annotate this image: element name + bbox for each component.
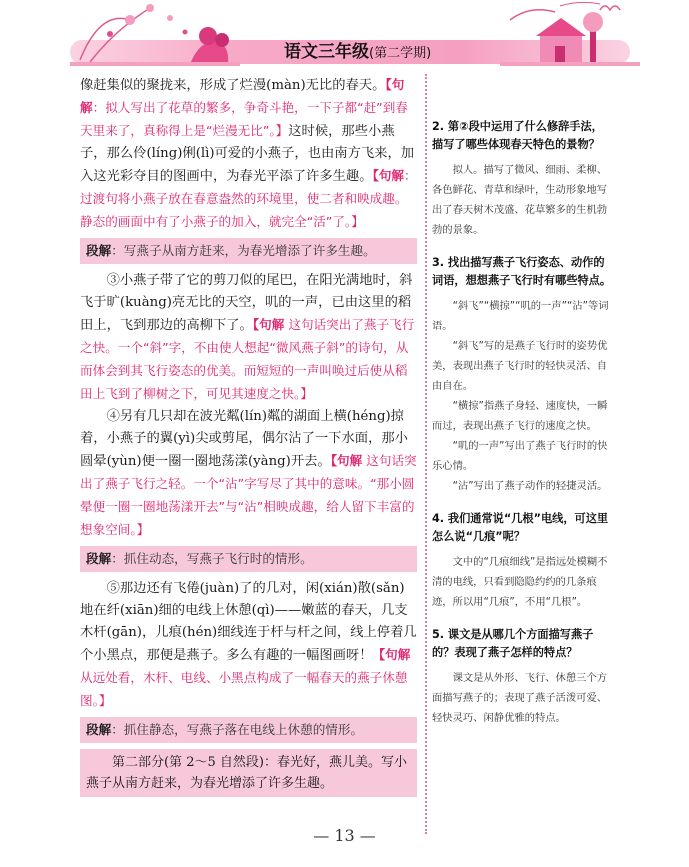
summary-text: ：写燕子从南方赶来，为春光增添了许多生趣。	[111, 243, 376, 258]
book-title: 语文三年级	[284, 42, 369, 62]
question-text: 4. 我们通常说“几根”电线，可这里怎么说“几痕”呢？	[432, 512, 609, 543]
page-number: — 13 —	[313, 826, 376, 845]
answer-text: 文中的“几痕细线”是指远处模糊不清的电线，只看到隐隐约约的几条痕迹，所以用“几痕”，不用“几根”。	[432, 556, 608, 608]
annotation-label: 【句解	[372, 647, 411, 662]
summary-text: ：抓住动态，写燕子飞行时的情形。	[111, 551, 313, 566]
answer-text: “斜飞”“横掠”“叽的一声”“沾”等词语。	[432, 300, 609, 332]
answer-text: “斜飞”写的是燕子飞行时的姿势优美，表现出燕子飞行时的轻快灵活、自由自在。	[432, 340, 608, 392]
paragraph-5	[80, 578, 417, 713]
paragraph-4	[80, 406, 417, 542]
question-text: 3. 找出描写燕子飞行姿态、动作的词语，想想燕子飞行时有哪些特点。	[432, 256, 612, 287]
part-summary-text: 第二部分(第 2～5 自然段)：春光好，燕儿美。写小燕子从南方赶来，为春光增添了许多生趣。	[86, 755, 407, 791]
part-summary-box	[80, 749, 417, 797]
annotation-label: 【句解	[252, 317, 285, 332]
question-text: 5. 课文是从哪几个方面描写燕子的？表现了燕子怎样的特点？	[432, 628, 594, 659]
answer-text: “叽的一声”写出了燕子飞行时的快乐心情。	[432, 440, 608, 472]
annotation-text: 这句话突出了燕子飞行之快。一个“斜”字，不由使人想起“微风燕子斜”的诗句，从而体会到其飞行姿态的优美。而短短的一声叫唤过后使从稻田上飞到了柳树之下，可见其速度之快。】	[80, 317, 415, 401]
question-column	[432, 118, 612, 742]
paragraph-text: 这时候，那些小燕子，那么伶(líng)俐(lì)可爱的小燕子，也由南方飞来，加入这光彩夺目的图画中，为春光平添了许多生趣。	[80, 124, 415, 184]
annotation-text: 这句话突出了燕子飞行之轻。一个“沾”字写尽了其中的意味。“那小圆晕便一圈一圈地荡漾开去”与“沾”相映成趣，给人留下丰富的想象空间。】	[80, 453, 417, 537]
question-text: 2. 第②段中运用了什么修辞手法，描写了哪些体现春天特色的景物？	[432, 120, 603, 151]
paragraph-2-end	[80, 74, 417, 234]
question-5	[432, 626, 612, 728]
main-column	[80, 74, 417, 803]
paragraph-summary-box	[80, 546, 417, 572]
annotation-text: ：过渡句将小燕子放在春意盎然的环境里，使二者和映成趣。静态的画面中有了小燕子的加入，就完全“活”了。】	[80, 168, 417, 229]
paragraph-3	[80, 270, 417, 406]
answer-text: “沾”写出了燕子动作的轻捷灵活。	[452, 480, 608, 492]
paragraph-text: 像赶集似的聚拢来，形成了烂漫(màn)无比的春天。	[80, 78, 386, 93]
answer-text: “横掠”指燕子身轻、速度快，一瞬而过，表现出燕子飞行的速度之快。	[432, 400, 608, 432]
question-3	[432, 254, 612, 496]
annotation-text: ：拟人写出了花草的繁多，争奇斗艳，一下子都“赶”到春天里来了，真称得上是“烂漫无比”。】	[80, 100, 408, 138]
answer-text: 课文是从外形、飞行、休憩三个方面描写燕子的；表现了燕子活泼可爱、轻快灵巧、闲静优雅的特点。	[432, 672, 608, 724]
paragraph-summary-box	[80, 717, 417, 743]
paragraph-text: ③小燕子带了它的剪刀似的尾巴，在阳光满地时，斜飞于旷(kuàng)亮无比的天空，叽的一声，已由这里的稻田上，飞到那边的高柳下了。	[80, 273, 413, 333]
annotation-label: 【句解	[80, 77, 405, 115]
annotation-label: 【句解	[330, 453, 363, 468]
paragraph-text: ④另有几只却在波光粼(lín)粼的湖面上横(héng)掠着，小燕子的翼(yì)尖或剪尾，偶尔沾了一下水面，那小圆晕(yùn)便一圈一圈地荡漾(yàng)开去。	[80, 409, 408, 469]
question-4	[432, 510, 612, 612]
annotation-label: 【句解	[372, 168, 405, 183]
column-divider	[425, 74, 427, 834]
summary-label: 段解	[86, 722, 112, 737]
flowers-illustration	[70, 0, 240, 68]
page-header	[0, 0, 689, 72]
book-subtitle: (第二学期)	[369, 46, 432, 61]
paragraph-text: ⑤那边还有飞倦(juàn)了的几对，闲(xián)散(sǎn)地在纤(xiān)细的电线上休憩(qì)——嫩蓝的春天，几支木杆(gān)，儿痕(hén)细线连于杆与杆之间，线上停着几个小黑点，那便是燕子。多么有趣的一幅图画呀！	[80, 581, 417, 663]
summary-text: ：抓住静态，写燕子落在电线上休憩的情形。	[111, 722, 364, 737]
answer-text: 拟人。描写了微风、细雨、柔柳、各色鲜花、青草和绿叶，生动形象地写出了春天树木茂盛、花草繁多的生机勃勃的景象。	[432, 164, 608, 236]
house-illustration	[500, 0, 640, 68]
paragraph-summary-box	[80, 238, 417, 264]
summary-label: 段解	[86, 243, 112, 258]
annotation-text: 从远处看，木杆、电线、小黑点构成了一幅春天的燕子休憩图。】	[80, 670, 408, 708]
summary-label: 段解	[86, 551, 112, 566]
question-2	[432, 118, 612, 240]
header-title	[284, 40, 431, 64]
